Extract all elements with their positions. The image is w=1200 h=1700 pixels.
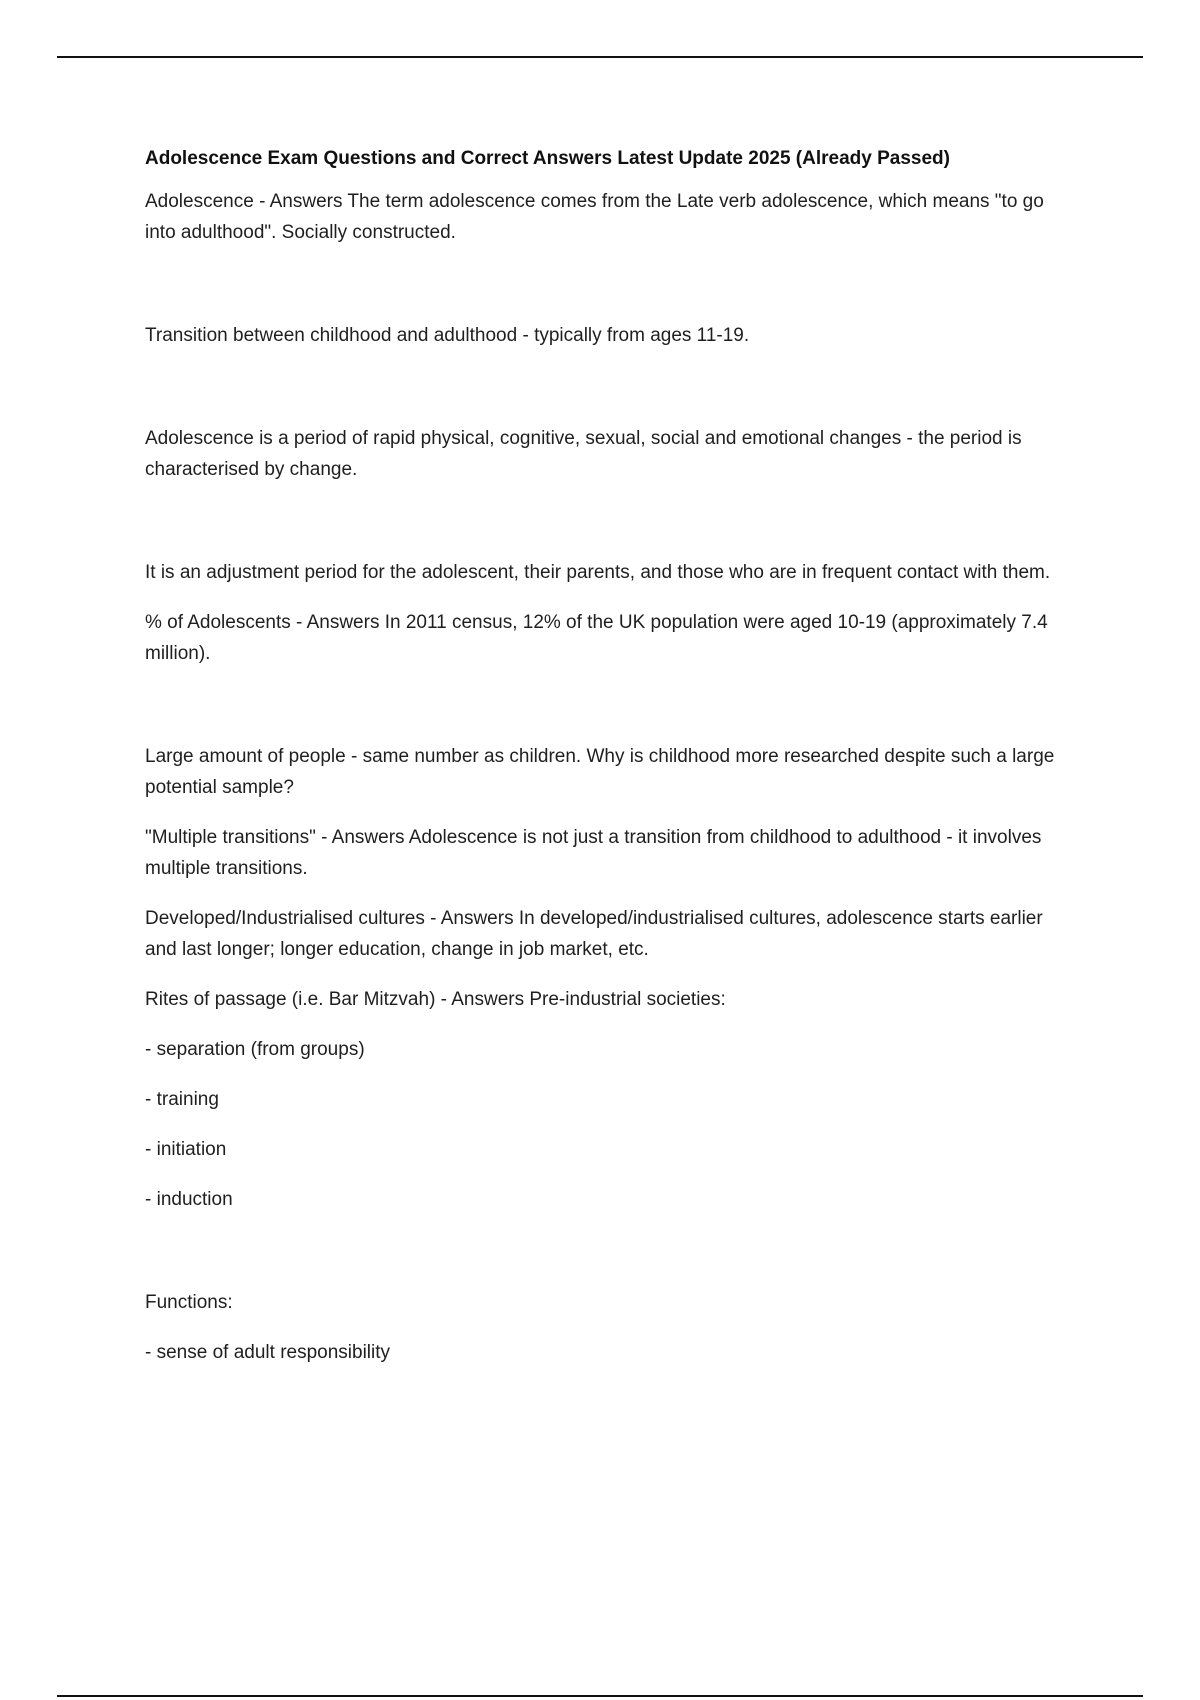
spacer <box>145 1165 1075 1184</box>
spacer <box>145 1065 1075 1084</box>
paragraph-transition: Transition between childhood and adulthood - typically from ages 11-19. <box>145 325 750 346</box>
list-item-initiation: - initiation <box>145 1139 227 1160</box>
spacer <box>145 669 1075 741</box>
spacer <box>145 1115 1075 1134</box>
paragraph-functions: Functions: <box>145 1292 233 1313</box>
spacer <box>145 884 1075 903</box>
list-item-training: - training <box>145 1089 219 1110</box>
list-item-adult-responsibility: - sense of adult responsibility <box>145 1342 391 1363</box>
paragraph-developed-cultures: Developed/Industrialised cultures - Answers In developed/industrialised cultures, adolescence starts earlier and last longer; longer education, change in job market, etc. <box>145 908 1043 960</box>
list-item-separation: - separation (from groups) <box>145 1039 365 1060</box>
paragraph-rapid-changes: Adolescence is a period of rapid physical, cognitive, sexual, social and emotional changes - the period is characterised by change. <box>145 428 1022 480</box>
paragraph-adolescence-definition: Adolescence - Answers The term adolescence comes from the Late verb adolescence, which means "to go into adulthood". Socially constructed. <box>145 191 1044 243</box>
spacer <box>145 1318 1075 1337</box>
spacer <box>145 588 1075 607</box>
spacer <box>145 248 1075 320</box>
paragraph-rites-of-passage: Rites of passage (i.e. Bar Mitzvah) - Answers Pre-industrial societies: <box>145 989 726 1010</box>
paragraph-percent-adolescents: % of Adolescents - Answers In 2011 census, 12% of the UK population were aged 10-19 (approximately 7.4 million). <box>145 612 1048 664</box>
spacer <box>145 1215 1075 1287</box>
paragraph-large-amount: Large amount of people - same number as children. Why is childhood more researched despite such a large potential sample? <box>145 746 1055 798</box>
spacer <box>145 803 1075 822</box>
document-title: Adolescence Exam Questions and Correct Answers Latest Update 2025 (Already Passed) <box>145 148 950 169</box>
spacer <box>145 965 1075 984</box>
spacer <box>145 351 1075 423</box>
spacer <box>145 485 1075 557</box>
spacer <box>145 1015 1075 1034</box>
document-body <box>145 144 1075 1368</box>
footer-rule <box>57 1695 1143 1697</box>
header-rule <box>57 56 1143 58</box>
list-item-induction: - induction <box>145 1189 233 1210</box>
paragraph-multiple-transitions: "Multiple transitions" - Answers Adolescence is not just a transition from childhood to adulthood - it involves multiple transitions. <box>145 827 1042 879</box>
paragraph-adjustment-period: It is an adjustment period for the adolescent, their parents, and those who are in frequent contact with them. <box>145 562 1051 583</box>
